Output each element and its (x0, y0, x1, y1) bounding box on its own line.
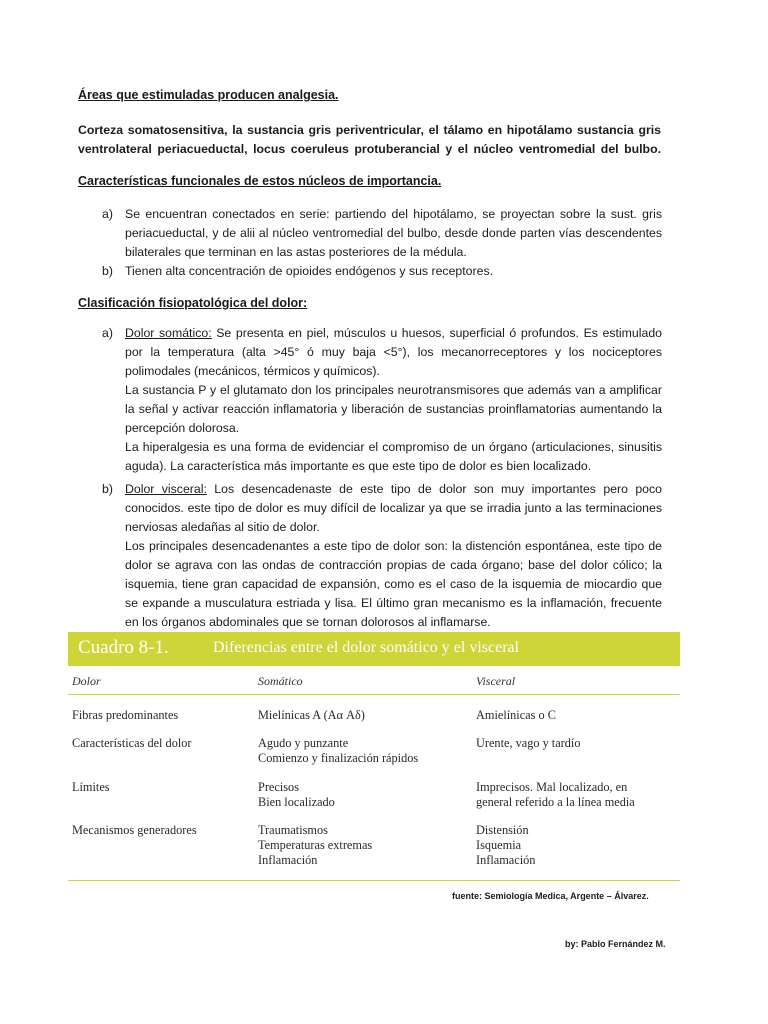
list-item-label: a) (102, 326, 113, 340)
table-number: Cuadro 8-1. (78, 637, 169, 658)
table-cell: Límites (72, 780, 110, 794)
list-item (102, 262, 662, 281)
table-cell: Amielínicas o C (476, 708, 556, 722)
source-citation: fuente: Semiología Medica, Argente – Álvarez. (452, 891, 649, 901)
table-cell: Traumatismos Temperaturas extremas Inflamación (258, 823, 373, 867)
heading-pain-classification: Clasificación fisiopatológica del dolor: (78, 296, 308, 310)
list-item-somatic-pain (102, 324, 662, 476)
table-title: Diferencias entre el dolor somático y el visceral (213, 639, 520, 656)
table-cell: Imprecisos. Mal localizado, en general referido a la línea media (476, 780, 635, 809)
table-cell: Agudo y punzante Comienzo y finalización rápidos (258, 736, 419, 765)
table-header-dolor: Dolor (72, 674, 101, 688)
visceral-pain-text-1: Los desencadenaste de este tipo de dolor son muy importantes pero poco conocidos. este tipo de dolor es muy difícil de localizar ya que se irradia junto a las terminaciones nerviosas aledañas al sitio de dolor. (125, 482, 662, 534)
list-item-label: b) (102, 264, 113, 278)
table-cell: Distensión Isquemia Inflamación (476, 823, 536, 867)
heading-analgesia-areas: Áreas que estimuladas producen analgesia. (78, 88, 339, 102)
somatic-pain-text-1: Se presenta en piel, músculos u huesos, superficial ó profundos. Es estimulado por la temperatura (alta >45° ó muy baja <5°), los mecanorreceptores y los nociceptores polimodales (mecánicos, térmicos y químicos). (125, 326, 662, 378)
visceral-pain-text-2: Los principales desencadenantes a este tipo de dolor son: la distención espontánea, este tipo de dolor se agrava con las ondas de contracción propias de cada órgano; base del dolor cólico; la isquemia, tiene gran capacidad de expansión, como es el caso de la isquemia de miocardio que se expande a musculatura estriada y lisa. El último gran mecanismo es la inflamación, frecuente en los órganos abdominales que se tornan dolorosos al inflamarse. (125, 539, 662, 629)
table-header-somatic: Somático (258, 674, 303, 688)
analgesia-areas-paragraph: Corteza somatosensitiva, la sustancia gris periventricular, el tálamo en hipotálamo sustancia gris ventrolateral periacueductal, locus coeruleus protuberancial y el núcleo ventromedial del bulbo. (78, 123, 661, 156)
list-item-text: Tienen alta concentración de opioides endógenos y sus receptores. (125, 264, 494, 278)
list-item (102, 205, 662, 262)
table-cell: Precisos Bien localizado (258, 780, 335, 809)
list-item-label: a) (102, 207, 113, 221)
table-title-band (68, 632, 680, 666)
somatic-pain-text-3: La hiperalgesia es una forma de evidenciar el compromiso de un órgano (articulaciones, sinusitis aguda). La característica más importante es que este tipo de dolor es bien localizado. (125, 440, 662, 473)
author-credit: by: Pablo Fernández M. (565, 939, 666, 949)
somatic-pain-text-2: La sustancia P y el glutamato don los principales neurotransmisores que además van a amplificar la señal y activar reacción inflamatoria y liberación de sustancias proinflamatorias aumentando la percepción dolorosa. (125, 383, 662, 435)
table-header-visceral: Visceral (476, 674, 516, 688)
list-item-text: Se encuentran conectados en serie: partiendo del hipotálamo, se proyectan sobre la sust. gris periacueductal, y de alii al núcleo ventromedial del bulbo, desde donde parten vías descendentes bilaterales que terminan en las astas posteriores de la médula. (125, 207, 662, 259)
heading-functional-characteristics: Características funcionales de estos núcleos de importancia. (78, 174, 442, 188)
table-header-rule (68, 694, 680, 695)
table-cell: Mecanismos generadores (72, 823, 197, 837)
table-cell: Fibras predominantes (72, 708, 179, 722)
list-item-visceral-pain (102, 480, 662, 632)
table-cell: Mielínicas A (Aα Aδ) (258, 708, 365, 722)
comparison-table (68, 632, 680, 882)
list-item-label: b) (102, 482, 113, 496)
table-cell: Características del dolor (72, 736, 192, 750)
term-somatic-pain: Dolor somático: (125, 326, 212, 340)
table-bottom-rule (68, 880, 680, 881)
term-visceral-pain: Dolor visceral: (125, 482, 207, 496)
table-cell: Urente, vago y tardío (476, 736, 581, 750)
